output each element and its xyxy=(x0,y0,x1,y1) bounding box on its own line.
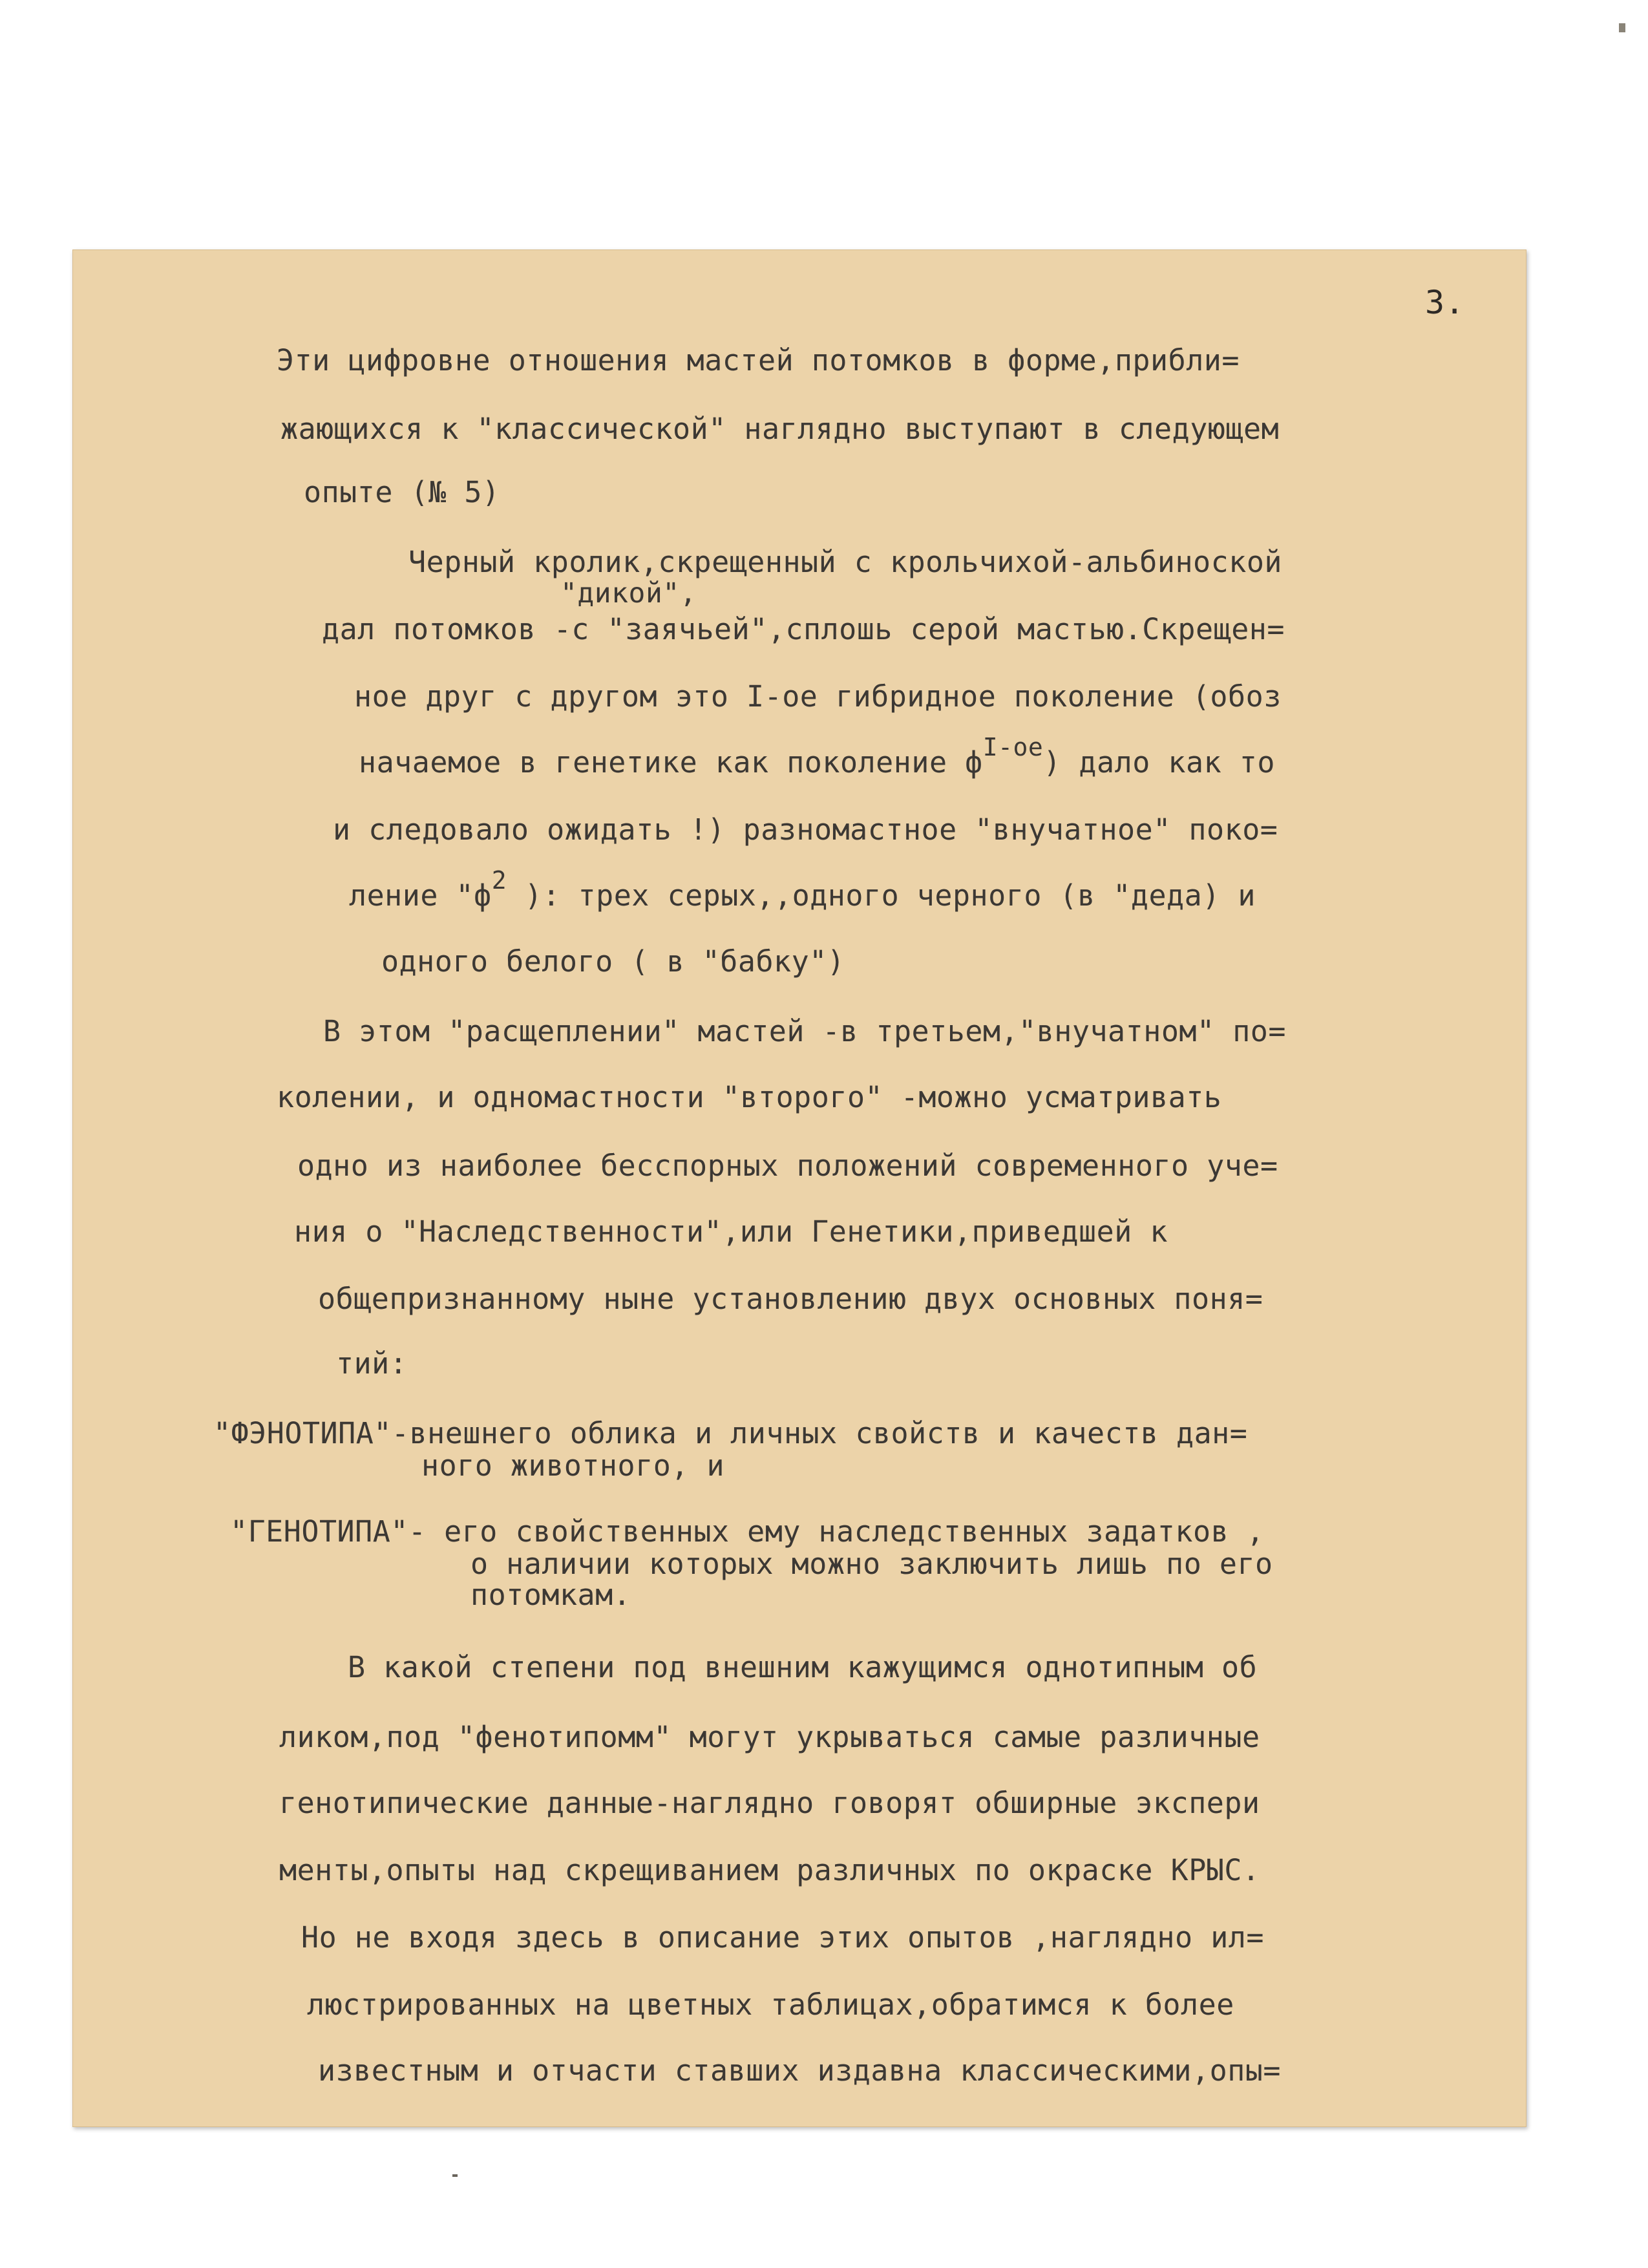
text-line-26: Но не входя здесь в описание этих опытов ,наглядно ил= xyxy=(301,1920,1264,1955)
text-line-27: люстрированных на цветных таблицах,обратимся к более xyxy=(307,1987,1234,2022)
text-line-5: дал потомков -с "заячьей",сплошь серой мастью.Скрещен= xyxy=(322,612,1285,646)
text-line-2: жающихся к "классической" наглядно выступают в следующем xyxy=(280,412,1280,446)
text-line-25: менты,опыты над скрещиванием различных по окраске КРЫС. xyxy=(279,1853,1260,1887)
text-line-12: колении, и одномастности "второго" -можно усматривать xyxy=(277,1080,1222,1114)
text-line-4: Черный кролик,скрещенный с крольчихой-альбиноской xyxy=(408,545,1283,579)
page-number: 3. xyxy=(1425,284,1465,321)
text-line-7 xyxy=(359,733,1275,782)
text-line-7-tail: ) дало как то xyxy=(1043,745,1275,779)
stray-mark-bottom xyxy=(452,2174,458,2177)
text-line-24: генотипические данные-наглядно говорят обширные экспери xyxy=(279,1786,1260,1820)
text-line-9 xyxy=(349,866,1256,915)
text-line-19: "ГЕНОТИПА"- его свойственных ему наследственных задатков , xyxy=(230,1514,1265,1549)
text-line-1: Эти цифровне отношения мастей потомков в форме,прибли= xyxy=(277,343,1240,377)
text-line-8: и следовало ожидать !) разномастное "внучатное" поко= xyxy=(333,812,1278,847)
text-line-3: опыте (№ 5) xyxy=(304,475,500,509)
text-line-18: ного животного, и xyxy=(421,1448,725,1483)
text-line-7-main: начаемое в генетике как поколение ф xyxy=(359,745,983,779)
text-line-20: о наличии которых можно заключить лишь по его xyxy=(470,1547,1273,1581)
superscript-generation: I-ое xyxy=(982,733,1044,761)
typewritten-page xyxy=(72,249,1527,2127)
text-line-11: В этом "расщеплении" мастей -в третьем,"внучатном" по= xyxy=(323,1014,1286,1048)
stray-mark-top xyxy=(1619,23,1625,32)
text-line-10: одного белого ( в "бабку") xyxy=(381,944,845,979)
text-line-15: общепризнанному ныне установлению двух основных поня= xyxy=(318,1282,1263,1316)
text-line-14: ния о "Наследственности",или Генетики,приведшей к xyxy=(294,1214,1168,1249)
text-line-28: известным и отчасти ставших издавна классическими,опы= xyxy=(318,2053,1281,2088)
text-line-6: ное друг с другом это I-ое гибридное поколение (обоз xyxy=(354,679,1282,714)
text-line-9-tail: ): трех серых,,одного черного (в "деда) и xyxy=(507,878,1256,913)
text-line-21: потомкам. xyxy=(470,1578,631,1612)
text-line-13: одно из наиболее бесспорных положений современного уче= xyxy=(297,1149,1278,1183)
text-line-9-main: ление "ф xyxy=(349,878,492,913)
text-line-insert: "дикой", xyxy=(560,577,697,609)
text-line-16: тий: xyxy=(336,1346,408,1381)
text-line-23: ликом,под "фенотипомм" могут укрываться самые различные xyxy=(279,1720,1260,1754)
text-line-22: В какой степени под внешним кажущимся однотипным об xyxy=(348,1650,1258,1684)
text-line-17: "ФЭНОТИПА"-внешнего облика и личных свойств и качеств дан= xyxy=(213,1416,1248,1450)
superscript-two: 2 xyxy=(491,866,507,895)
